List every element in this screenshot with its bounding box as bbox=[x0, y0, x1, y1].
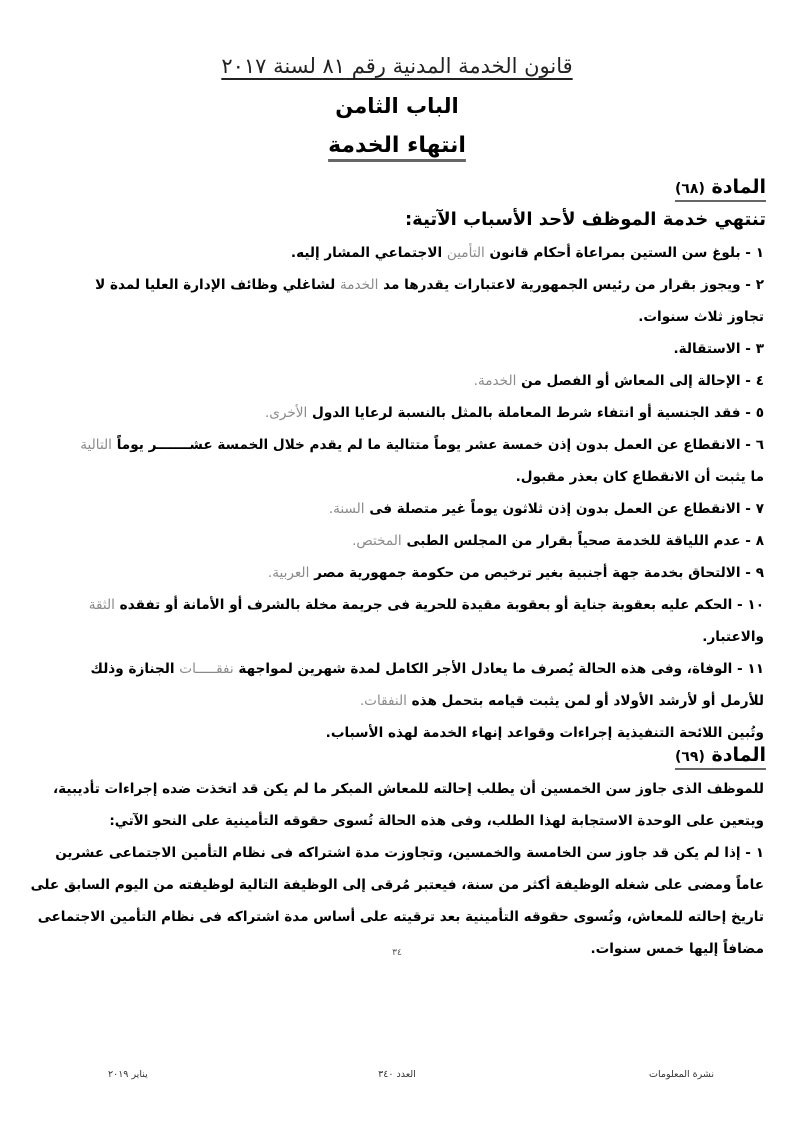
list-item-continuation: تاريخ إحالته للمعاش، وتُسوى حقوقه التأمينية بعد ترقيته على أساس مدة اشتراكه فى نظام التأمين الاجتماعى bbox=[37, 909, 764, 925]
law-title: قانون الخدمة المدنية رقم ٨١ لسنة ٢٠١٧ bbox=[221, 54, 573, 78]
list-item: ٧ - الانقطاع عن العمل بدون إذن ثلاثون يوماً غير متصلة فى السنة. bbox=[328, 501, 764, 517]
list-item-continuation: للأرمل أو لأرشد الأولاد أو لمن يثبت قيامه بتحمل هذه النفقات. bbox=[359, 693, 764, 709]
list-item: ٥ - فقد الجنسية أو انتفاء شرط المعاملة بالمثل بالنسبة لرعايا الدول الأخرى. bbox=[264, 405, 764, 421]
list-item: ١ - بلوغ سن الستين بمراعاة أحكام قانون التأمين الاجتماعي المشار إليه. bbox=[290, 245, 764, 261]
paragraph-line: ويتعين على الوحدة الاستجابة لهذا الطلب، وفى هذه الحالة تُسوى حقوقه التأمينية على النحو الآتي: bbox=[109, 813, 764, 829]
article-69-body bbox=[30, 773, 764, 965]
list-item: ١٠ - الحكم عليه بعقوبة جناية أو بعقوبة مقيدة للحرية فى جريمة مخلة بالشرف أو الأمانة أو تفقده الثقة bbox=[88, 597, 764, 613]
list-item-continuation: ما يثبت أن الانقطاع كان بعذر مقبول. bbox=[515, 469, 764, 485]
list-item: ٢ - ويجوز بقرار من رئيس الجمهورية لاعتبارات يقدرها مد الخدمة لشاغلي وظائف الإدارة العليا لمدة لا bbox=[95, 277, 764, 293]
list-item-continuation: والاعتبار. bbox=[702, 629, 764, 645]
list-item: ١١ - الوفاة، وفى هذه الحالة يُصرف ما يعادل الأجر الكامل لمدة شهرين لمواجهة نفقـــــات الجنازة وذلك bbox=[90, 661, 764, 677]
list-item: ٣ - الاستقالة. bbox=[673, 341, 764, 357]
subject-heading: انتهاء الخدمة bbox=[328, 133, 466, 158]
list-item: ٦ - الانقطاع عن العمل بدون إذن خمسة عشر يوماً متتالية ما لم يقدم خلال الخمسة عشـــــــر يوماً التالية bbox=[80, 437, 764, 453]
list-item: ١ - إذا لم يكن قد جاوز سن الخامسة والخمسين، وتجاوزت مدة اشتراكه فى نظام التأمين الاجتماعى عشرين bbox=[55, 845, 764, 861]
list-item-continuation: عاماً ومضى على شغله الوظيفة أكثر من سنة، فيعتبر مُرقى إلى الوظيفة التالية لوظيفته من اليوم السابق على bbox=[30, 877, 764, 893]
footer-date: يناير ٢٠١٩ bbox=[108, 1069, 148, 1080]
article-68-lead: تنتهي خدمة الموظف لأحد الأسباب الآتية: bbox=[404, 209, 766, 230]
article-68-closing: وتُبين اللائحة التنفيذية إجراءات وقواعد إنهاء الخدمة لهذه الأسباب. bbox=[325, 725, 764, 741]
article-68-heading: المادة (٦٨) bbox=[675, 176, 766, 198]
part-heading: الباب الثامن bbox=[335, 94, 459, 118]
paragraph-line: للموظف الذى جاوز سن الخمسين أن يطلب إحالته للمعاش المبكر ما لم يكن قد اتخذت ضده إجراءات تأديبية، bbox=[53, 781, 764, 797]
article-69-heading: المادة (٦٩) bbox=[675, 744, 766, 766]
list-item: ٤ - الإحالة إلى المعاش أو الفصل من الخدمة. bbox=[473, 373, 764, 389]
footer-publication: نشرة المعلومات bbox=[649, 1069, 714, 1080]
list-item-continuation: مضافاً إليها خمس سنوات. bbox=[590, 941, 764, 957]
list-item: ٩ - الالتحاق بخدمة جهة أجنبية بغير ترخيص من حكومة جمهورية مصر العربية. bbox=[267, 565, 764, 581]
list-item-continuation: تجاوز ثلاث سنوات. bbox=[638, 309, 764, 325]
article-68-items bbox=[30, 237, 764, 749]
footer-issue: العدد ٣٤٠ bbox=[378, 1069, 416, 1080]
page-number: ٣٤ bbox=[392, 948, 402, 958]
list-item: ٨ - عدم اللياقة للخدمة صحياً بقرار من المجلس الطبى المختص. bbox=[352, 533, 764, 549]
